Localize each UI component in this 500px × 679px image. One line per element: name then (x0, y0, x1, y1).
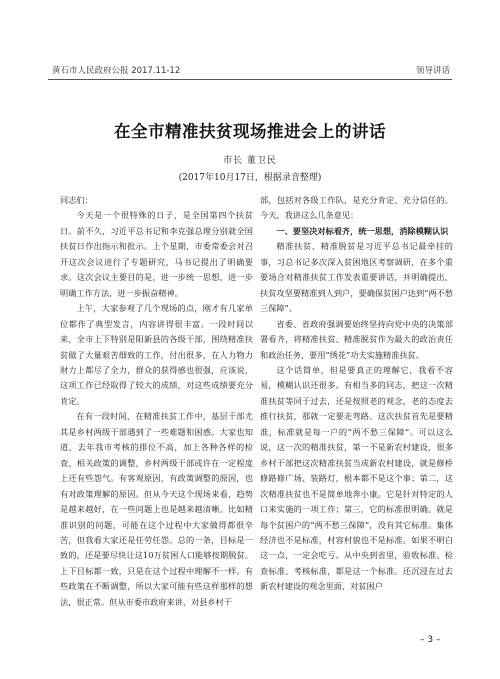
article-title: 在全市精准扶贫现场推进会上的讲话 (114, 122, 386, 141)
header-section: 领导讲话 (415, 66, 450, 76)
section-heading: 一、要坚决对标看齐，统一思想，消除模糊认识 (276, 225, 449, 236)
paragraph: 今天是一个很特殊的日子，是全国第四个扶贫日。前不久，习近平总书记和李克强总理分别就全国扶贫日作出指示和批示。上个星期，市委常委会对召开这次会议进行了专题研究，马书记提出了明确要求。这次会议主要目的是，进一步统一思想，进一步明确工作方法，进一步振奋精神。 (60, 210, 253, 298)
paragraph-continuation: 部，包括对各级工作队，是充分肯定、充分信任的。今天，我讲这么几条意见： (260, 195, 453, 221)
author-line: 市长 董卫民 (223, 156, 277, 166)
salutation: 同志们： (60, 195, 93, 205)
left-column (60, 193, 253, 610)
page-number: – 3 – (420, 635, 441, 645)
paragraph: 省委、省政府强调要始终坚持向党中央的决策部署看齐，将精准扶贫、精准脱贫作为最大的政治责任和政治任务，要用“绣花”功夫实施精准扶贫。 (260, 318, 453, 360)
running-header (48, 62, 452, 78)
date-line: (2017年10月17日，根据录音整理) (178, 173, 322, 183)
paragraph: 精准扶贫、精准脱贫是习近平总书记最牵挂的事，习总书记多次深入贫困地区考察调研，在多个重要场合对精准扶贫工作发表重要讲话，并明确提出，扶贫攻坚要精准到人到户，要确保贫困户达到“两不愁三保障”。 (260, 241, 453, 314)
paragraph: 在有一段时间，在精准扶贫工作中，基层干部尤其是乡村两级干部遇到了一些难题和困惑。大家也知道，去年我市考核的排位不高，加上各种各样的检查、相关政策的调整，乡村两级干部或许在一定程度上还有些怨气。有客观原因，有政策调整的原因，也有对政策理解的原因。但从今天这个现场来看，趋势是越来越好，在一些问题上也是越来越清晰。比如精准识别的问题，可能在这个过程中大家做得都很辛苦，但我看大家还是任劳任怨。总的一条，目标是一致的，还是要尽快让这10万贫困人口能够按期脱贫。上下目标都一致，只是在这个过程中理解不一样。有些政策在不断调整，所以大家可能有些这样那样的想法，很正常。但从市委市政府来讲，对县乡村干 (60, 411, 253, 607)
paragraph: 上午，大家参观了几个现场的点，刚才有几家单位都作了典型发言，内容讲得很丰富。一段时间以来，全市上下特别是阳新县的各级干部，围绕精准扶贫做了大量艰苦细致的工作，付出很多，在人力物力财力上都尽了全力，群众的获得感也很强，应该说，这项工作已经取得了较大的成绩，对这些成绩要充分肯定。 (60, 303, 253, 406)
header-publication: 黄石市人民政府公报 2017.11-12 (52, 66, 181, 76)
header-rule (48, 79, 452, 80)
right-column (260, 193, 453, 595)
paragraph: 这个话简单，但是要真正的理解它，我看不容易，模糊认识还很多。有相当多的同志，把这一次精准扶贫等同于过去，还是按照老的观念，老的态度去推行扶贫，那就一定要走弯路。这次扶贫首先是要精准，标准就是每一户的“两不愁三保障”。可以这么说，这一次的精准扶贫，第一不是新农村建设，很多乡村干部把这次精准扶贫当成新农村建设，就是修桥修路修广场、装路灯，根本都不是这个事；第二，这次精准扶贫也不是简单地奔小康。它是针对特定的人口来实施的一项工作；第三，它的标准很明确。就是每个贫困户的“两不愁三保障”，没有其它标准。集体经济也不是标准，村容村貌也不是标准。如果不明白这一点，一定会吃亏。从中央到省里，验收标准、检查标准、考核标准，都是这一个标准。还沉浸在过去新农村建设的观念里面，对贫困户 (260, 364, 453, 592)
